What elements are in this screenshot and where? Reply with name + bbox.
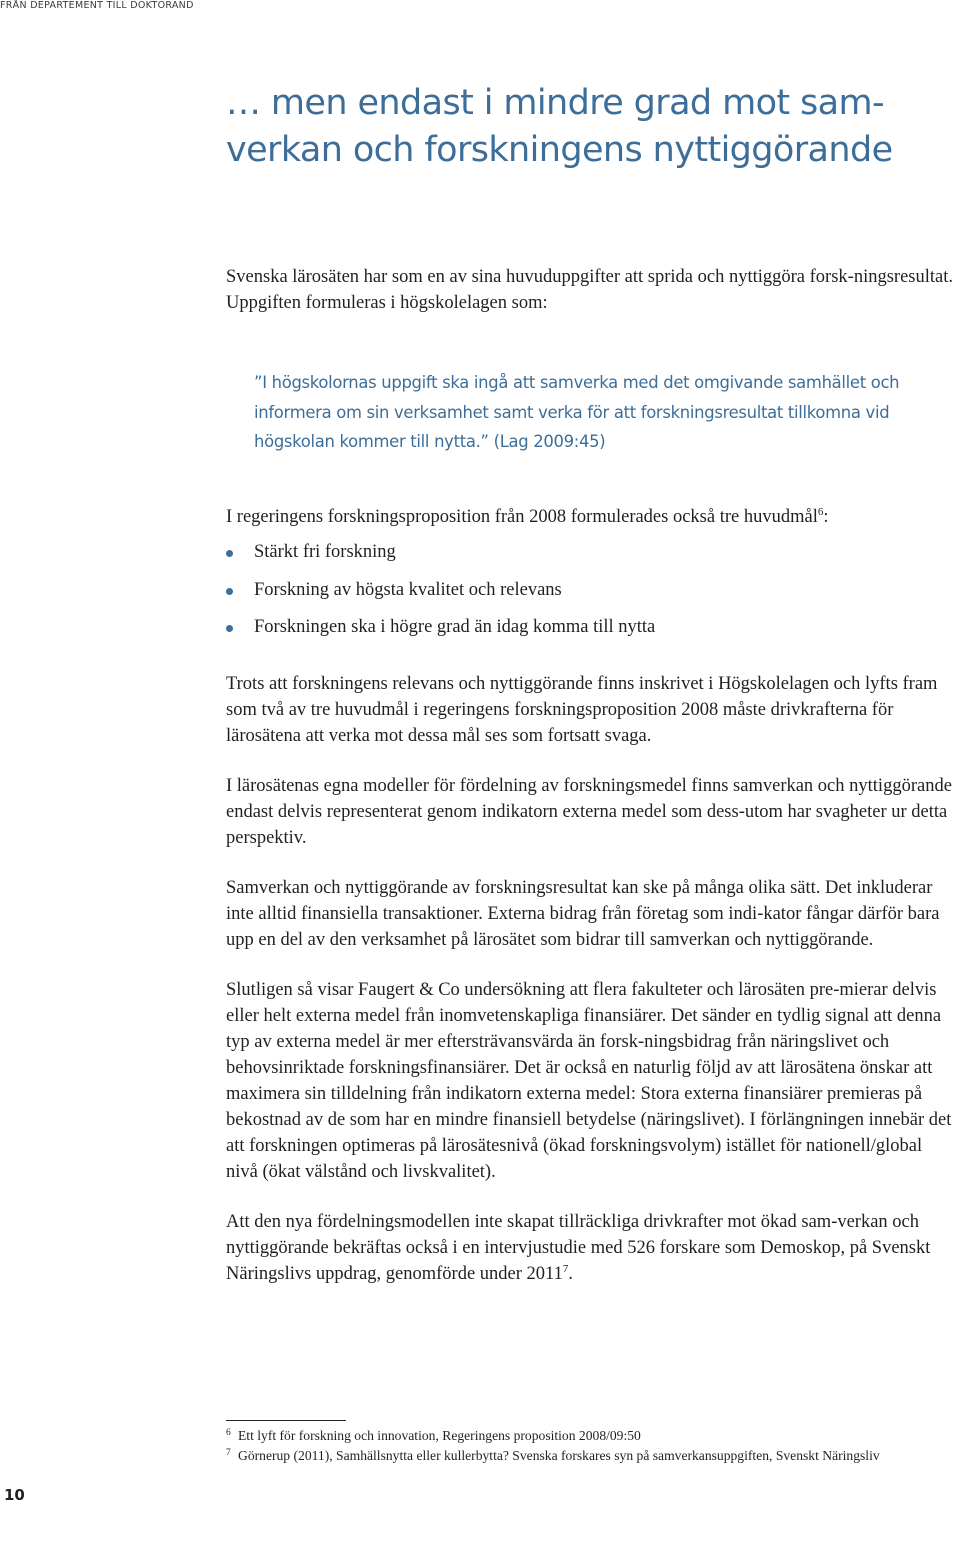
list-item <box>226 572 956 610</box>
goal-text: Forskningen ska i högre grad än idag komma till nytta <box>254 617 656 637</box>
list-item <box>226 609 956 647</box>
paragraph: Samverkan och nyttiggörande av forskningsresultat kan ske på många olika sätt. Det inkluderar inte alltid finansiella transaktioner. Externa bidrag från företag som indi-kator fångar därför bara upp en del av den verksamhet på lärosätet som bidrar till samverkan och nyttiggörande. <box>226 877 940 950</box>
page-number: 10 <box>4 1486 25 1504</box>
running-head: FRÅN DEPARTEMENT TILL DOKTORAND <box>0 0 194 11</box>
bullet-icon <box>226 550 233 557</box>
quote-source: (Lag 2009:45) <box>493 432 606 451</box>
paragraph: Trots att forskningens relevans och nyttiggörande finns inskrivet i Högskolelagen och lyfts fram som två av tre huvudmål i regeringens forskningsproposition 2008 måste drivkrafterna för lärosätena att verka mot dessa mål ses som fortsatt svaga. <box>226 673 938 746</box>
bullet-icon <box>226 588 233 595</box>
intro-paragraph: Svenska lärosäten har som en av sina huvuduppgifter att sprida och nyttiggöra forsk-ningsresultat. Uppgiften formuleras i högskolelagen som: <box>226 267 953 313</box>
body-text <box>226 504 956 1311</box>
law-quote <box>254 368 956 457</box>
bullet-icon <box>226 625 233 632</box>
goal-text: Stärkt fri forskning <box>254 542 396 562</box>
quote-text: ”I högskolornas uppgift ska ingå att samverka med det omgivande samhället och informera om sin verksamhet samt verka för att forskningsresultat tillkomna vid högskolan kommer till nytta.” <box>254 373 900 451</box>
footnote-divider <box>226 1420 346 1421</box>
footnote-ref-7[interactable]: 7 <box>562 1262 569 1275</box>
paragraph-text: Att den nya fördelningsmodellen inte skapat tillräckliga drivkrafter mot ökad sam-verkan och nyttiggörande bekräftas också i en intervjustudie med 526 forskare som Demoskop, på Svenskt Näringslivs uppdrag, genomförde under 2011 <box>226 1211 931 1284</box>
goal-text: Forskning av högsta kvalitet och relevans <box>254 579 562 600</box>
paragraph: I lärosätenas egna modeller för fördelning av forskningsmedel finns samverkan och nyttiggörande endast delvis representerat genom indikatorn externa medel som dess-utom har svagheter ur detta perspektiv. <box>226 775 952 848</box>
paragraph: Slutligen så visar Faugert & Co undersökning att flera fakulteter och lärosäten pre-mierar delvis eller helt externa medel från inomvetenskapliga finansiärer. Det sänder en tydlig signal att denna typ av externa medel är mer eftersträvansvärda än forsk-ningsbidrag från näringslivet och behovsinriktade forskningsfinansiärer. Det är också en naturlig följd av att lärosätena önskar att maximera sin tilldelning från indikatorn externa medel: Stora externa finansiärer premieras på bekostnad av de som har en mindre finansiell betydelse (näringslivet). I förlängningen innebär det att forskningen optimeras på lärosätesnivå (ökad forskningsvolym) istället för nationell/global nivå (ökat välstånd och livskvalitet). <box>226 979 952 1182</box>
goals-intro-text: I regeringens forskningsproposition från 2008 formulerades också tre huvudmål <box>226 507 818 527</box>
footnote-number: 6 <box>226 1428 231 1438</box>
paragraph-last <box>226 1209 956 1287</box>
section-title: … men endast i mindre grad mot sam-verkan och forskningens nyttiggörande <box>226 83 893 170</box>
footnote-item <box>226 1446 960 1466</box>
footnotes <box>226 1426 960 1466</box>
footnote-number: 7 <box>226 1448 231 1458</box>
list-item <box>226 534 956 572</box>
goals-intro <box>226 504 956 530</box>
goals-list <box>226 534 956 647</box>
footnote-text: Ett lyft för forskning och innovation, Regeringens proposition 2008/09:50 <box>238 1428 641 1443</box>
paragraph-end: . <box>568 1263 573 1284</box>
footnote-item <box>226 1426 960 1446</box>
footnote-ref-6[interactable]: 6 <box>817 505 824 518</box>
goals-intro-end: : <box>823 507 829 527</box>
footnote-text: Görnerup (2011), Samhällsnytta eller kullerbytta? Svenska forskares syn på samverkansuppgiften, Svenskt Näringsliv <box>238 1448 880 1463</box>
